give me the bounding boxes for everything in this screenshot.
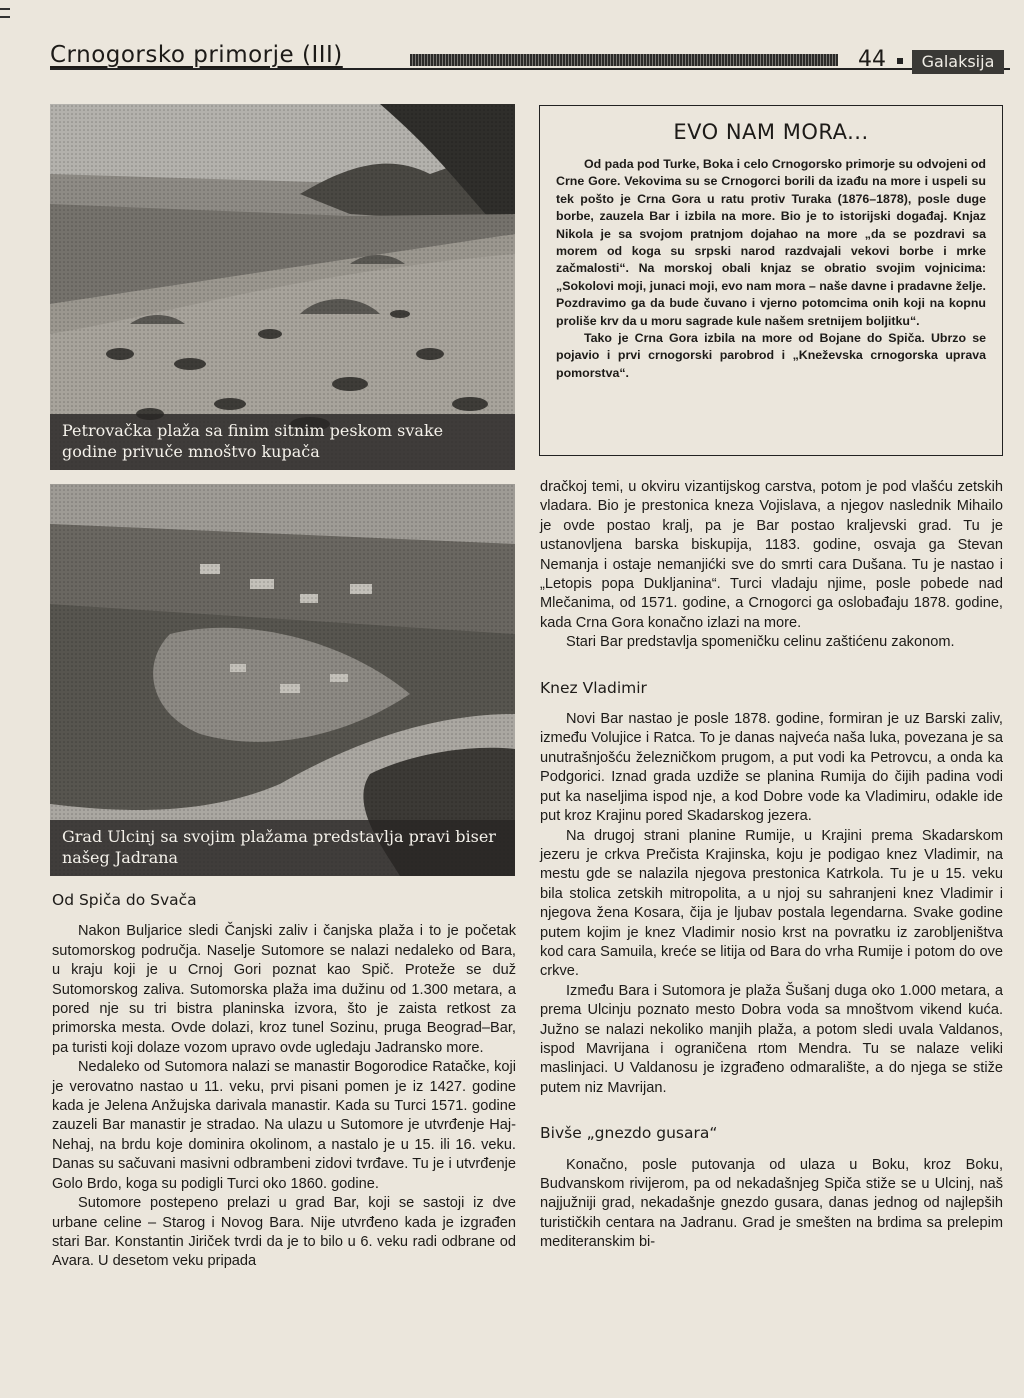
page-title: Crnogorsko primorje (III) xyxy=(50,42,343,68)
body-paragraph: Između Bara i Sutomora je plaža Šušanj duga oko 1.000 metara, a prema Ulcinju poznato mesto Dobra voda sa mnoštvom vikend kuća. Južno se nalazi nekoliko manjih plaža, a potom sledi uvala Valdanos, ispod Mavrijana i ograničena rtom Mendra. Tu se nalaze veliki maslinjaci. U Valdanosu je izgrađeno odmaralište, a do njega se stiže putem niz Mavrijan. xyxy=(540,982,1003,1096)
body-paragraph: Na drugoj strani planine Rumije, u Krajini prema Skadarskom jezeru je crkva Prečista Krajinska, koju je podigao knez Vladimir, na mestu gde se nalazila njegova prestonica Katrkola. Tu je u 15. veku bila stolica zetskih mitropolita, a u njoj su sahranjeni knez Vladimir i njegova žena Kosara, čija je ljubav postala legendarna. Svake godine putem kojim je knez Vladimir nosio krst na povratku iz zarobljeništva kod cara Samuila, kreće se litija od Bara do vrha Rumije i potom do ove crkve. xyxy=(540,827,1003,980)
ulcinj-photo-image xyxy=(50,484,515,876)
header-rule-bar xyxy=(410,54,838,66)
body-paragraph: Nedaleko od Sutomora nalazi se manastir Bogorodice Ratačke, koji je verovatno nastao u 11. veku, prvi pisani pomen je iz 1427. godine kada je Jelena Anžujska darivala manastir. Kada su Turci 1571. godine zauzeli Bar manastir je stradao. Na ulazu u Sutomore je utvrđenje Haj-Nehaj, na brdu koje dominira okolinom, a nastalo je u 15. ili 16. veku. Danas su sačuvani masivni odbrambeni zidovi tvrđave. Tu je i utvrđenje Golo Brdo, koga su podigli Turci oko 1860. godine. xyxy=(52,1059,516,1192)
box-paragraph: Tako je Crna Gora izbila na more od Bojane do Spiča. Ubrzo se pojavio i prvi crnogorski parobrod i „Kneževska crnogorska uprava pomorstva“. xyxy=(556,331,986,380)
section-heading: Knez Vladimir xyxy=(540,678,647,697)
body-paragraph: Sutomore postepeno prelazi u grad Bar, koji se sastoji iz dve urbane celine – Starog i Novog Bara. Nije utvrđeno kada je izgrađen stari Bar. Konstantin Jiriček tvrdi da je to bilo u 6. veku radi odbrane od Avara. U desetom veku pripada xyxy=(52,1195,516,1270)
section-heading: Od Spiča do Svača xyxy=(52,891,197,909)
section-badge: Galaksija xyxy=(912,50,1004,74)
page-number: 44 xyxy=(858,47,886,72)
section-gap xyxy=(540,1098,1003,1124)
ulcinj-photo xyxy=(50,484,515,876)
left-column xyxy=(52,891,516,1272)
box-paragraph: Od pada pod Turke, Boka i celo Crnogorsko primorje su odvojeni od Crne Gore. Vekovima su se Crnogorci borili da izađu na more i uspeli su tek pošto je Crna Gora u ratu protiv Turaka (1876–1878), posle duge borbe, zauzela Bar i izbila na more. Bio je to istorijski događaj. Knjaz Nikola je sa svojom pratnjom dojahao na more „da se pozdravi sa morem od koga su srpski narod razdvajali vekovi borbe i mrke začmalosti“. Na morskoj obali knjaz se obratio svojim vojnicima: „Sokolovi moji, junaci moji, evo nam mora – naše davne i pradavne želje. Pozdravimo ga da bude čuvano i vjerno potomcima onih koji na kopnu proliše krv da u moru sagrade kule našem sretnijem boljitku“. xyxy=(556,157,986,328)
body-paragraph: Novi Bar nastao je posle 1878. godine, formiran je uz Barski zaliv, između Volujice i Ratca. To je danas najveća naša luka, povezana je sa unutrašnjošću železničkom prugom, a put vodi ka Petrovcu, a onda ka Podgorici. Iznad grada uzdiže se planina Rumija do čijih padina vodi put ka naseljima ispod nje, a kod Dobre vode ka Vladimiru, odakle ide put kroz Krajinu pored Skadarskog jezera. xyxy=(540,711,1003,825)
beach-photo-caption: Petrovačka plaža sa finim sitnim peskom svake godine privuče mnoštvo kupača xyxy=(50,414,515,470)
corner-mark xyxy=(0,8,10,18)
body-paragraph: Nakon Buljarice sledi Čanjski zaliv i čanjska plaža i to je početak sutomorskog područja. Naselje Sutomore se nalazi nedaleko od Bara, u kraju koji je u Crnoj Gori poznat kao Spič. Proteže se duž Sutomorskog zaliva. Sutomorska plaža ima dužinu od 1.300 metara, a pored nje su tri bistra planinska izvora, što je zaista retkost za primorska mesta. Ovde dolazi, kroz tunel Sozinu, pruga Beograd–Bar, pa turisti koji dolaze vozom upravo ovde ugledaju Jadransko more. xyxy=(52,923,516,1056)
ulcinj-photo-caption: Grad Ulcinj sa svojim plažama predstavlja pravi biser našeg Jadrana xyxy=(50,820,515,876)
body-paragraph: dračkoj temi, u okviru vizantijskog carstva, potom je pod vlašću zetskih vladara. Bio je prestonica kneza Vojislava, a njegov naslednik Mihailo je ovde postao kralj, pa je Bar postao kraljevski grad. Tu je ustanovljena barska biskupija, 1183. godine, osvaja ga Stevan Nemanja i ostaje nemanjićki sve do smrti cara Dušana. Tu je nastao i „Letopis popa Dukljanina“. Turci vladaju njime, posle pobede nad Mlečanima, od 1571. godine, a Crnogorci ga oslobađaju 1878. godine, kada Crna Gora konačno izlazi na more. xyxy=(540,479,1003,631)
body-paragraph: Konačno, posle putovanja od ulaza u Boku, kroz Boku, Budvanskom rivijerom, pa od nekadašnjeg Spiča stiže se u Ulcinj, naš najjužniji grad, nekadašnje gnezdo gusara, danas jednog od najlepših turističkih centara na Jadranu. Grad je smešten na brdima sa prelepim mediteranskim bi- xyxy=(540,1156,1003,1251)
evo-nam-mora-box xyxy=(539,105,1003,456)
body-paragraph: Stari Bar predstavlja spomeničku celinu zaštićenu zakonom. xyxy=(566,634,955,651)
section-gap xyxy=(540,653,1003,679)
section-heading: Bivše „gnezdo gusara“ xyxy=(540,1124,718,1143)
separator-dot xyxy=(897,58,903,64)
box-title: EVO NAM MORA... xyxy=(673,120,869,144)
beach-photo xyxy=(50,104,515,470)
right-column xyxy=(540,478,1003,1253)
